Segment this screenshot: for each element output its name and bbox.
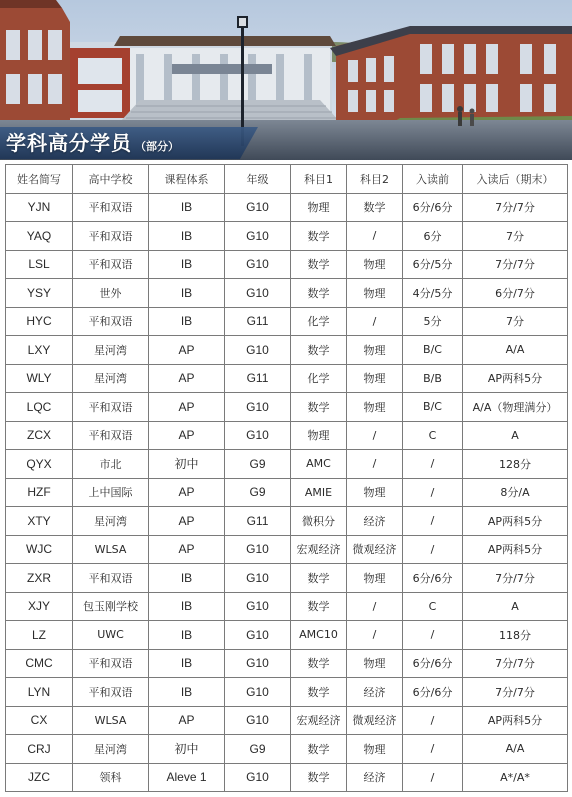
cell-school: 平和双语 (73, 193, 149, 222)
table-row (6, 507, 568, 536)
cell-name: LQC (6, 393, 73, 422)
cell-name: YSY (6, 279, 73, 308)
cell-before: / (403, 735, 463, 764)
cell-grade: G10 (225, 393, 291, 422)
cell-curriculum: AP (149, 507, 225, 536)
cell-grade: G10 (225, 222, 291, 251)
header-subject1: 科目1 (291, 165, 347, 194)
cell-subject2: 物理 (347, 250, 403, 279)
cell-before: 6分/6分 (403, 564, 463, 593)
cell-school: WLSA (73, 706, 149, 735)
cell-curriculum: AP (149, 706, 225, 735)
cell-curriculum: AP (149, 421, 225, 450)
cell-subject1: 数学 (291, 735, 347, 764)
cell-after: A*/A* (463, 763, 568, 792)
cell-subject1: 数学 (291, 592, 347, 621)
cell-curriculum: IB (149, 250, 225, 279)
cell-subject2: 微观经济 (347, 535, 403, 564)
cell-school: 星河湾 (73, 507, 149, 536)
cell-grade: G11 (225, 364, 291, 393)
cell-before: / (403, 535, 463, 564)
cell-grade: G10 (225, 678, 291, 707)
cell-before: C (403, 592, 463, 621)
banner-title-sub: （部分） (135, 140, 179, 153)
cell-after: 8分/A (463, 478, 568, 507)
cell-grade: G10 (225, 250, 291, 279)
cell-subject1: 物理 (291, 193, 347, 222)
cell-subject1: 数学 (291, 678, 347, 707)
table-row (6, 450, 568, 479)
table-row (6, 222, 568, 251)
cell-subject2: 物理 (347, 478, 403, 507)
campus-banner (0, 0, 572, 160)
cell-subject2: 经济 (347, 678, 403, 707)
banner-title (6, 127, 179, 159)
cell-curriculum: IB (149, 678, 225, 707)
cell-school: 包玉刚学校 (73, 592, 149, 621)
cell-name: LSL (6, 250, 73, 279)
cell-after: A (463, 421, 568, 450)
cell-grade: G10 (225, 336, 291, 365)
cell-subject2: 数学 (347, 193, 403, 222)
cell-name: YAQ (6, 222, 73, 251)
header-name: 姓名简写 (6, 165, 73, 194)
cell-name: WLY (6, 364, 73, 393)
cell-name: XTY (6, 507, 73, 536)
header-subject2: 科目2 (347, 165, 403, 194)
cell-subject2: / (347, 222, 403, 251)
cell-school: WLSA (73, 535, 149, 564)
table-row (6, 364, 568, 393)
cell-subject2: 物理 (347, 735, 403, 764)
cell-grade: G9 (225, 478, 291, 507)
cell-subject1: 数学 (291, 222, 347, 251)
table-row (6, 336, 568, 365)
cell-curriculum: IB (149, 592, 225, 621)
cell-after: 7分 (463, 222, 568, 251)
cell-after: 7分/7分 (463, 678, 568, 707)
cell-school: 平和双语 (73, 307, 149, 336)
cell-curriculum: AP (149, 393, 225, 422)
header-before: 入读前 (403, 165, 463, 194)
cell-curriculum: IB (149, 564, 225, 593)
cell-after: 7分/7分 (463, 564, 568, 593)
cell-subject1: 数学 (291, 763, 347, 792)
cell-curriculum: AP (149, 478, 225, 507)
cell-before: 6分/5分 (403, 250, 463, 279)
cell-after: 128分 (463, 450, 568, 479)
header-after: 入读后（期末） (463, 165, 568, 194)
cell-before: C (403, 421, 463, 450)
cell-before: 6分 (403, 222, 463, 251)
cell-after: 118分 (463, 621, 568, 650)
cell-school: 平和双语 (73, 564, 149, 593)
cell-subject1: 化学 (291, 307, 347, 336)
table-row (6, 279, 568, 308)
cell-subject2: 微观经济 (347, 706, 403, 735)
cell-subject1: 数学 (291, 649, 347, 678)
cell-school: 市北 (73, 450, 149, 479)
cell-after: 7分 (463, 307, 568, 336)
cell-name: ZXR (6, 564, 73, 593)
cell-subject1: 数学 (291, 564, 347, 593)
cell-school: 平和双语 (73, 649, 149, 678)
cell-before: 4分/5分 (403, 279, 463, 308)
cell-before: B/C (403, 393, 463, 422)
table-row (6, 763, 568, 792)
cell-curriculum: AP (149, 336, 225, 365)
cell-name: LYN (6, 678, 73, 707)
header-school: 高中学校 (73, 165, 149, 194)
table-row (6, 250, 568, 279)
cell-curriculum: IB (149, 193, 225, 222)
cell-after: 6分/7分 (463, 279, 568, 308)
table-row (6, 421, 568, 450)
cell-after: AP两科5分 (463, 507, 568, 536)
cell-curriculum: Aleve 1 (149, 763, 225, 792)
table-row (6, 649, 568, 678)
cell-name: XJY (6, 592, 73, 621)
cell-school: 平和双语 (73, 222, 149, 251)
cell-grade: G10 (225, 763, 291, 792)
cell-curriculum: IB (149, 307, 225, 336)
header-grade: 年级 (225, 165, 291, 194)
cell-before: / (403, 507, 463, 536)
cell-subject1: AMC (291, 450, 347, 479)
cell-grade: G11 (225, 507, 291, 536)
table-row (6, 678, 568, 707)
cell-after: AP两科5分 (463, 535, 568, 564)
cell-subject1: 物理 (291, 421, 347, 450)
table-body (6, 193, 568, 792)
cell-name: ZCX (6, 421, 73, 450)
cell-grade: G10 (225, 193, 291, 222)
cell-after: AP两科5分 (463, 364, 568, 393)
cell-grade: G10 (225, 421, 291, 450)
cell-school: 平和双语 (73, 678, 149, 707)
table-row (6, 535, 568, 564)
cell-before: / (403, 706, 463, 735)
cell-name: CRJ (6, 735, 73, 764)
cell-before: B/C (403, 336, 463, 365)
cell-curriculum: 初中 (149, 450, 225, 479)
cell-subject1: AMC10 (291, 621, 347, 650)
cell-grade: G10 (225, 535, 291, 564)
cell-subject2: 物理 (347, 336, 403, 365)
cell-curriculum: AP (149, 364, 225, 393)
cell-school: 星河湾 (73, 735, 149, 764)
cell-subject1: 微积分 (291, 507, 347, 536)
cell-subject2: 经济 (347, 763, 403, 792)
cell-before: / (403, 763, 463, 792)
cell-after: A (463, 592, 568, 621)
cell-subject2: / (347, 307, 403, 336)
cell-subject2: / (347, 592, 403, 621)
table-row (6, 735, 568, 764)
table-row (6, 478, 568, 507)
cell-grade: G11 (225, 307, 291, 336)
cell-after: A/A (463, 336, 568, 365)
cell-school: 星河湾 (73, 364, 149, 393)
cell-after: AP两科5分 (463, 706, 568, 735)
cell-school: UWC (73, 621, 149, 650)
cell-before: 6分/6分 (403, 678, 463, 707)
cell-school: 领科 (73, 763, 149, 792)
cell-after: 7分/7分 (463, 250, 568, 279)
cell-subject2: 物理 (347, 649, 403, 678)
cell-name: JZC (6, 763, 73, 792)
table-row (6, 393, 568, 422)
table-header-row (6, 165, 568, 194)
cell-subject1: 化学 (291, 364, 347, 393)
cell-name: CMC (6, 649, 73, 678)
cell-school: 上中国际 (73, 478, 149, 507)
cell-subject2: 物理 (347, 279, 403, 308)
cell-subject1: 数学 (291, 279, 347, 308)
cell-subject2: 物理 (347, 564, 403, 593)
cell-subject1: 宏观经济 (291, 535, 347, 564)
cell-subject2: 物理 (347, 364, 403, 393)
cell-after: A/A（物理满分） (463, 393, 568, 422)
cell-school: 星河湾 (73, 336, 149, 365)
cell-subject2: / (347, 421, 403, 450)
table-row (6, 621, 568, 650)
cell-school: 平和双语 (73, 421, 149, 450)
cell-before: / (403, 621, 463, 650)
cell-name: HZF (6, 478, 73, 507)
cell-after: 7分/7分 (463, 193, 568, 222)
cell-curriculum: IB (149, 649, 225, 678)
cell-before: / (403, 450, 463, 479)
cell-name: LXY (6, 336, 73, 365)
cell-name: HYC (6, 307, 73, 336)
cell-name: CX (6, 706, 73, 735)
cell-school: 世外 (73, 279, 149, 308)
results-table (5, 164, 568, 792)
cell-grade: G9 (225, 450, 291, 479)
cell-curriculum: IB (149, 222, 225, 251)
cell-subject2: / (347, 450, 403, 479)
table-row (6, 592, 568, 621)
table-row (6, 193, 568, 222)
cell-subject2: 经济 (347, 507, 403, 536)
cell-school: 平和双语 (73, 393, 149, 422)
cell-grade: G10 (225, 279, 291, 308)
cell-name: WJC (6, 535, 73, 564)
table-row (6, 307, 568, 336)
cell-curriculum: IB (149, 279, 225, 308)
cell-subject2: / (347, 621, 403, 650)
cell-before: 6分/6分 (403, 193, 463, 222)
cell-grade: G9 (225, 735, 291, 764)
cell-grade: G10 (225, 649, 291, 678)
cell-school: 平和双语 (73, 250, 149, 279)
cell-grade: G10 (225, 564, 291, 593)
cell-name: QYX (6, 450, 73, 479)
table-row (6, 706, 568, 735)
header-curriculum: 课程体系 (149, 165, 225, 194)
cell-subject1: 宏观经济 (291, 706, 347, 735)
cell-before: / (403, 478, 463, 507)
cell-subject1: AMIE (291, 478, 347, 507)
cell-grade: G10 (225, 592, 291, 621)
cell-name: LZ (6, 621, 73, 650)
cell-after: A/A (463, 735, 568, 764)
cell-curriculum: IB (149, 621, 225, 650)
cell-subject1: 数学 (291, 336, 347, 365)
results-table-wrap (5, 164, 567, 792)
cell-subject1: 数学 (291, 393, 347, 422)
cell-before: B/B (403, 364, 463, 393)
banner-title-main: 学科高分学员 (6, 131, 132, 155)
cell-after: 7分/7分 (463, 649, 568, 678)
cell-subject2: 物理 (347, 393, 403, 422)
cell-curriculum: 初中 (149, 735, 225, 764)
cell-name: YJN (6, 193, 73, 222)
cell-grade: G10 (225, 621, 291, 650)
cell-grade: G10 (225, 706, 291, 735)
table-row (6, 564, 568, 593)
cell-before: 6分/6分 (403, 649, 463, 678)
cell-subject1: 数学 (291, 250, 347, 279)
cell-before: 5分 (403, 307, 463, 336)
cell-curriculum: AP (149, 535, 225, 564)
